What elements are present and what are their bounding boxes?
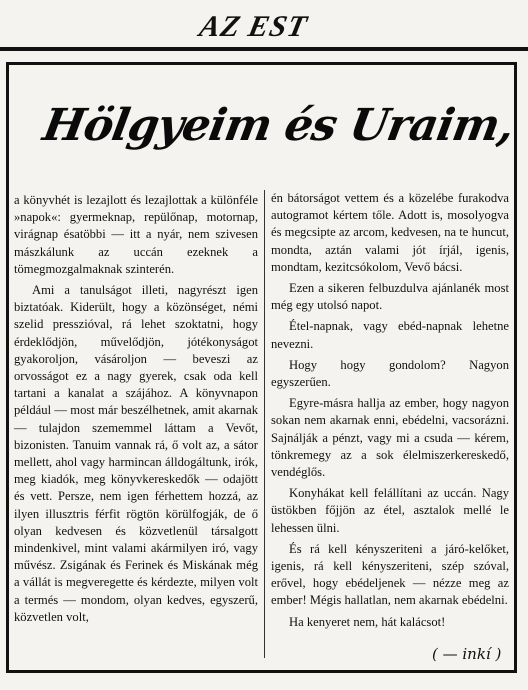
paragraph: Hogy hogy gondolom? Nagyon egyszerűen. [271, 357, 509, 390]
paragraph: a könyvhét is lezajlott és lezajlottak a különféle »napok«: gyermeknap, repülőnap, motornap, virágnap ésatöbbi — itt a nyár, nem szivesen mászkálunk az uccán ezeknek a tömegmozgalmaknak szinterén. [14, 193, 258, 276]
newspaper-logo: AZ EST [196, 10, 311, 43]
paragraph: Étel-napnak, vagy ebéd-napnak lehetne nevezni. [271, 319, 509, 351]
right-column [271, 190, 509, 635]
paragraph: És rá kell kényszeriteni a járó-kelőket, igenis, rá kell kényszeriteni, szép szóval, erővel, hogy ebédeljenek — nézze meg az ember! Mégis hallatlan, nem akarnak ebédelni. [271, 541, 509, 608]
paragraph: Ami a tanulságot illeti, nagyrészt igen biztatóak. Kiderült, hogy a közönséget, némi szelid presszióval, rá lehet szoktatni, hogy érdeklődjön, művelődjön, jótékonyságot gyakoroljon, vásároljon — beveszi az orvosságot ez a nagy gyerek, csak oda kell tartani a kanalat a szájához. A könyvnapon például — most már beszélhetnek, amit akarnak — tulajdon szememmel láttam a Vevőt, bizonisten. Tanuim vannak rá, ő volt az, a sátor mellett, ahol vagy harmincan álldogáltunk, irók, meg kiadók, meg könyvkereskedők — odajött és vett. Persze, nem igen férhettem hozzá, az ilyen illusztris férfit rögtön körülfogják, de ő olyan kedvesen és közvetlenül társalgott mindenkivel, mint valami akármilyen iró, vagy művész. Zsigának és Ferinek és Miskának még a vállát is megveregette és kérdezte, milyen volt a termés — mondom, olyan kedves, egyszerű, közvetlen volt, [14, 283, 258, 624]
paragraph: Ha kenyeret nem, hát kalácsot! [289, 614, 446, 629]
paragraph: Egyre-másra hallja az ember, hogy nagyon sokan nem akarnak enni, ebédelni, vacsorázni. Sajnálják a pénzt, vagy mi a csuda — kérem, tönkremegy az a sok élelmiszerkereskedő, vendéglős. [271, 396, 509, 480]
column-divider [264, 190, 265, 658]
author-signature: ( — inkí ) [432, 645, 502, 663]
paragraph: Ezen a sikeren felbuzdulva ajánlanék most még egy utolsó napot. [271, 281, 509, 313]
paragraph: Konyhákat kell felállítani az uccán. Nagy üstökben főjjön az étel, asztalok mellé le lehessen ülni. [271, 486, 509, 535]
paragraph: én bátorságot vettem és a közelébe furakodva autogramot kértem tőle. Adott is, mosolyogva és megcsipte az arcom, kedvesen, na te huncut, mondta, aztán valami jót írjál, igenis, mondtam, kezitcsókolom, Vevő bácsi. [271, 191, 509, 274]
masthead-rule [0, 47, 528, 51]
left-column [14, 192, 258, 630]
article-title: Hölgyeim és Uraim, [39, 100, 518, 151]
masthead [0, 0, 528, 46]
